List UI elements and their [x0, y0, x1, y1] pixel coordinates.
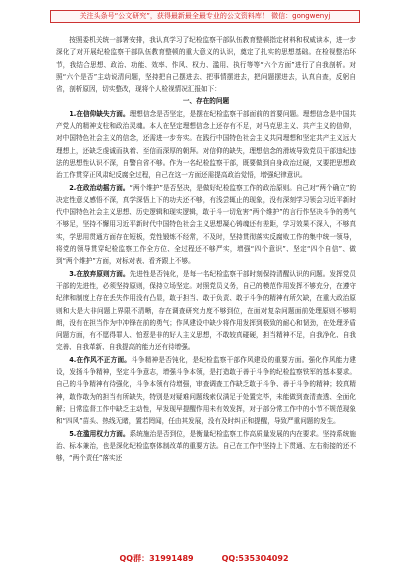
qq-number-text: QQ:535304092: [221, 554, 289, 563]
issue-4-text: 斗争精神是否钝化，是纪检监察干部作风建设的重要方面。强化作风能力建设，发扬斗争精神，坚定斗争意志，增强斗争本领，是打造敢于善于斗争的纪检监察铁军的基本要求。自己的斗争精神有待强化，斗争本领有待增强，审查调查工作缺乏敢于斗争、善于斗争的精神；较真精神，敢作敢为的担当有所缺失，特别是对疑难问题线索仅满足于处置完毕，未能做到查清查透、全面化解；日常监督工作中缺乏主动性，早发现早提醒作用未有效发挥，对于部分常工作中的小节不规范现象和“四风”苗头、热线无睹，置若罔闻，任由其发展，没有及时纠正和提醒，导致严重问题的发生。: [56, 355, 357, 426]
contact-footer: [0, 553, 408, 565]
issue-2-text: “两个维护”是否坚决，是做好纪检监察工作的政治原则。自己对“两个确立”的决定性意义感悟不深，真学深悟上下的功夫还不够，有浅尝辄止的现象，没有深刻学习领会习近平新时代中国特色社会主义思想、历史逻辑和现实逻辑，敢于斗一切危害“两个维护”的言行作坚决斗争的勇气不够足，坚持不懈用习近平新时代中国特色社会主义思想凝心铸魂还有差距，学习效果不深入，不够真实，学思用贯通方面存在短板，党性锻炼不经常，不及时，坚持贯彻落实反腐败工作的集中统一领导，将党的领导贯穿纪检监察工作全方位、全过程还不够严实，增强“四个意识”、坚定“四个自信”、做到“两个维护”方面，对标对表、看齐跟上不够。: [56, 183, 356, 266]
issue-5-text: 系统施治是否到位，是衡量纪检监察工作高质量发展的内在要求。坚持系统施治、标本兼治，也是深化纪检监察体制改革的重要方法。自己在工作中坚持上下贯通、左右衔接的还不够，“两个责任”落实还: [56, 429, 357, 463]
document-body: [56, 34, 356, 464]
issue-3-title: 3.在放弃原则方面。: [69, 269, 130, 278]
promo-banner-text: 关注头条号“公文研究”，获得最新最全最专业的公文资料库！ 微信：gongwenyj: [79, 12, 331, 20]
section-heading: 一、存在的问题: [182, 97, 230, 106]
issue-2-title: 2.在政治动摇方面。: [69, 183, 130, 192]
issue-paragraph-5: [56, 428, 356, 465]
issue-4-title: 4.在作风不正方面。: [69, 355, 132, 364]
issue-paragraph-2: [56, 182, 356, 268]
intro-paragraph: 按照委机关统一部署安排，我认真学习了纪检监察干部队伍教育整顿指定材料和权威读本，进一步深化了对开展纪检监察干部队伍教育整顿的重大意义的认识，奠定了扎实的思想基础。在检视整治环节，我结合思想、政治、功能、效率、作风、权力、滥用、执行等等“六个方面”进行了自我剖析。对照“六个是否”主动说清问题，坚持把自己摆进去、把事情摆进去，把问题摆进去，认真自查，反躬自省，剖析原因，切实整改，现将个人检视情况汇报如下：: [56, 36, 356, 94]
issue-1-title: 1.在信仰缺失方面。: [69, 109, 130, 118]
issue-paragraph-3: [56, 268, 356, 354]
qq-group-text: QQ群：31991489: [119, 554, 194, 563]
promo-banner: [50, 10, 360, 23]
issue-5-title: 5.在滥用权力方面。: [69, 429, 130, 438]
issue-3-text: 先进性是否钝化，是每一名纪检监察干部时刻保持清醒认识的问题。发挥党员干部的先进性，必须坚持原则，保持立场坚定。对照党员义务，自己的模范作用发挥不够充分，在遵守纪律和制度上存在丢失作用没有凸显，敢于担当、敢于负责、敢于斗争的精神有所欠缺，在重大政治原则和大是大非问题上界限不清晰，存在调查研究力度不够到位，在面对复杂问题面前处理原则不够明朗，没有在担当作为中冲锋在前的勇气；作风建设中缺少将作用发挥到极致的耐心和韧劲，在处理矛盾问题方面，有不愿得罪人、怕惹是非的好人主义思想，不敢较真碰硬，担当精神不足，自我净化、自我完善、自我革新、自我提高的能力还有待增强。: [56, 269, 357, 352]
issue-paragraph-1: [56, 108, 356, 182]
issue-paragraph-4: [56, 354, 356, 428]
issue-1-text: 理想信念是否坚定，是摆在纪检监察干部面前的首要问题。理想信念是中国共产党人的精神支柱和政治灵魂。本人在坚定理想信念上还存有不足，对马克思主义、共产主义的信仰，对中国特色社会主义的信念，还需进一步夯实。在践行中国特色社会主义共同理想和坚定共产主义远大理想上，还缺乏虔诚而执着、至信而深厚的朝拜。对信仰的缺失，理想信念的滑坡导致党员干部违纪违法的思想性认识不深，自警自省不够。作为一名纪检监察干部，既要做到自身政治过硬，又要把思想政治工作贯穿正风肃纪反腐全过程，自己在这一方面还需提高政治觉悟，增强纪律意识。: [56, 109, 357, 180]
